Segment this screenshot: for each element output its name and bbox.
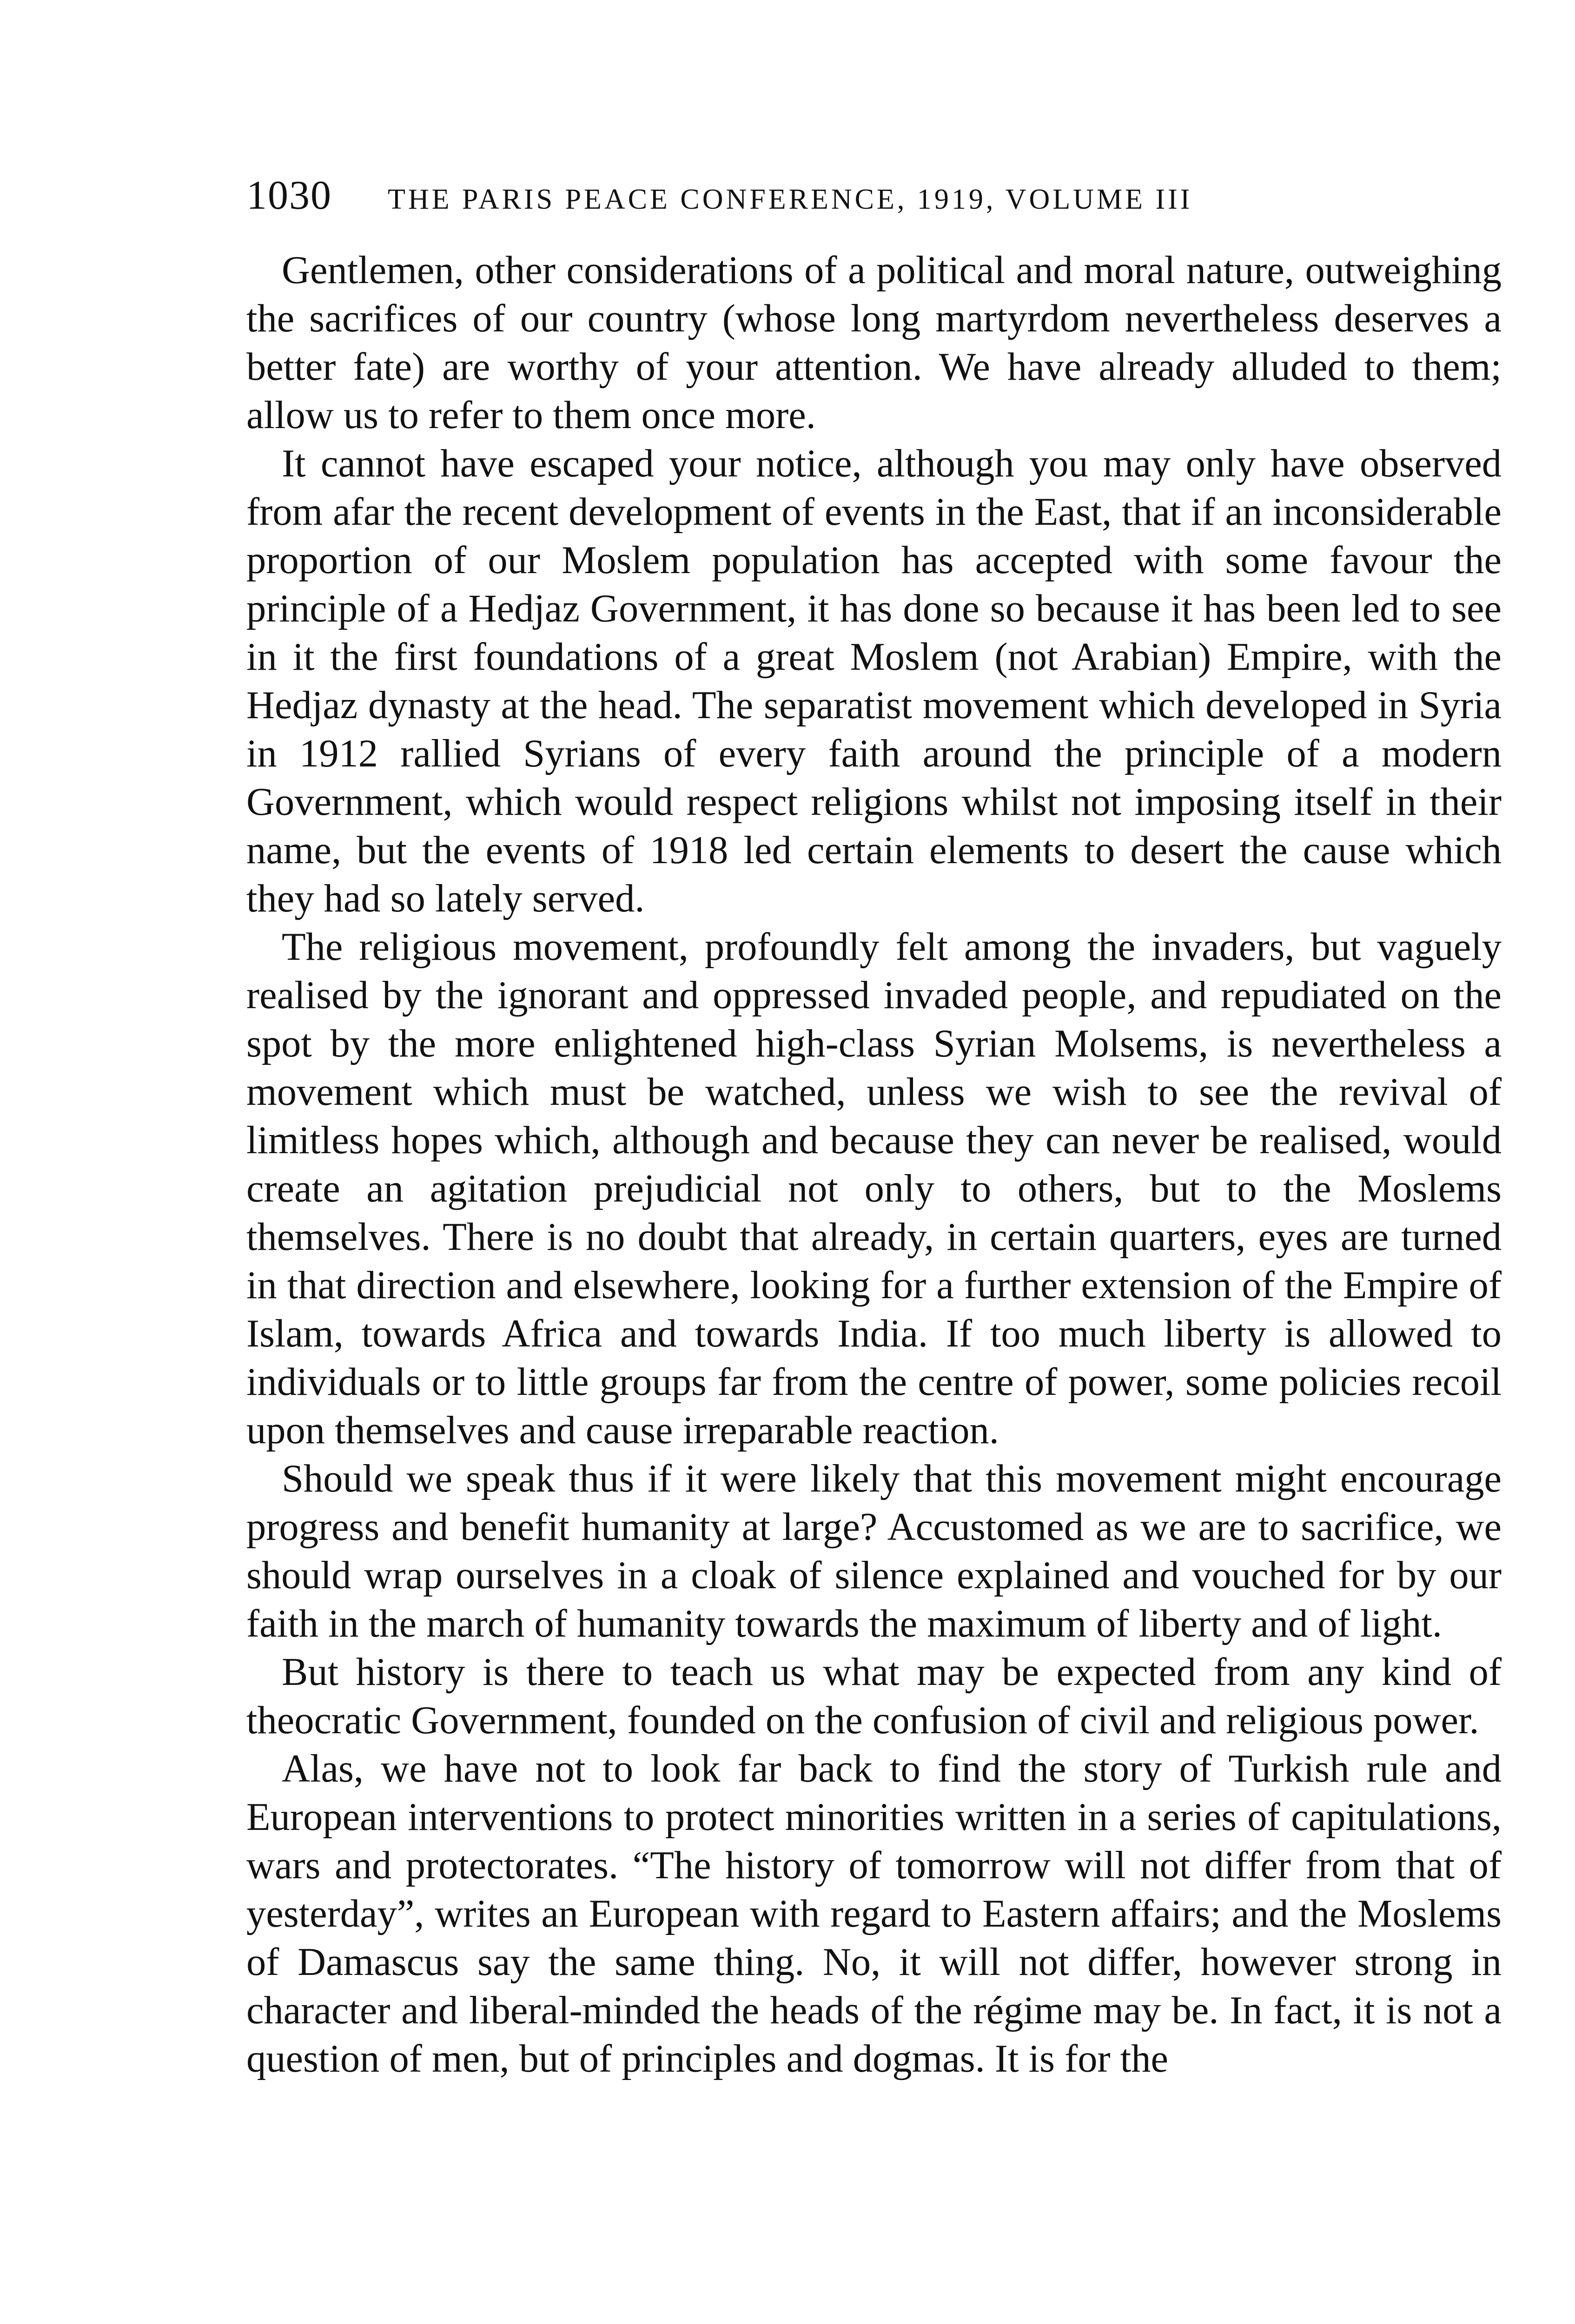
page-header [246,172,1502,232]
paragraph: Alas, we have not to look far back to find the story of Turkish rule and European interventions to protect minorities written in a series of capitulations, wars and protectorates. “The history of tomorrow will not differ from that of yesterday”, writes an European with regard to Eastern affairs; and the Moslems of Damascus say the same thing. No, it will not differ, however strong in character and liberal-minded the heads of the régime may be. In fact, it is not a question of men, but of principles and dogmas. It is for the [246,1747,1502,2080]
paragraph: But history is there to teach us what may be expected from any kind of theocratic Government, founded on the confusion of civil and religious power. [246,1651,1502,1742]
page-number: 1030 [246,173,332,218]
paragraph: Should we speak thus if it were likely that this movement might encourage progress and benefit humanity at large? Accustomed as we are to sacrifice, we should wrap ourselves in a cloak of silence explained and vouched for by our faith in the march of humanity towards the maximum of liberty and of light. [246,1457,1502,1645]
document-page [246,172,1502,2083]
running-title: THE PARIS PEACE CONFERENCE, 1919, VOLUME III [388,184,1193,215]
paragraph: Gentlemen, other considerations of a political and moral nature, outweighing the sacrifices of our country (whose long martyrdom nevertheless deserves a better fate) are worthy of your attention. We have already alluded to them; allow us to refer to them once more. [246,249,1502,437]
paragraph: The religious movement, profoundly felt among the invaders, but vaguely realised by the ignorant and oppressed invaded people, and repudiated on the spot by the more enlightened high-class Syrian Molsems, is nevertheless a movement which must be watched, unless we wish to see the revival of limitless hopes which, although and because they can never be realised, would create an agitation prejudicial not only to others, but to the Moslems themselves. There is no doubt that already, in certain quarters, eyes are turned in that direction and elsewhere, looking for a further extension of the Empire of Islam, towards Africa and towards India. If too much liberty is allowed to individuals or to little groups far from the centre of power, some policies recoil upon themselves and cause irreparable reaction. [246,925,1502,1452]
paragraph: It cannot have escaped your notice, although you may only have observed from afar the recent development of events in the East, that if an inconsiderable proportion of our Moslem population has accepted with some favour the principle of a Hedjaz Government, it has done so because it has been led to see in it the first foundations of a great Moslem (not Arabian) Empire, with the Hedjaz dynasty at the head. The separatist movement which developed in Syria in 1912 rallied Syrians of every faith around the principle of a modern Government, which would respect religions whilst not imposing itself in their name, but the events of 1918 led certain elements to desert the cause which they had so lately served. [246,442,1502,920]
body-text [246,246,1502,2083]
